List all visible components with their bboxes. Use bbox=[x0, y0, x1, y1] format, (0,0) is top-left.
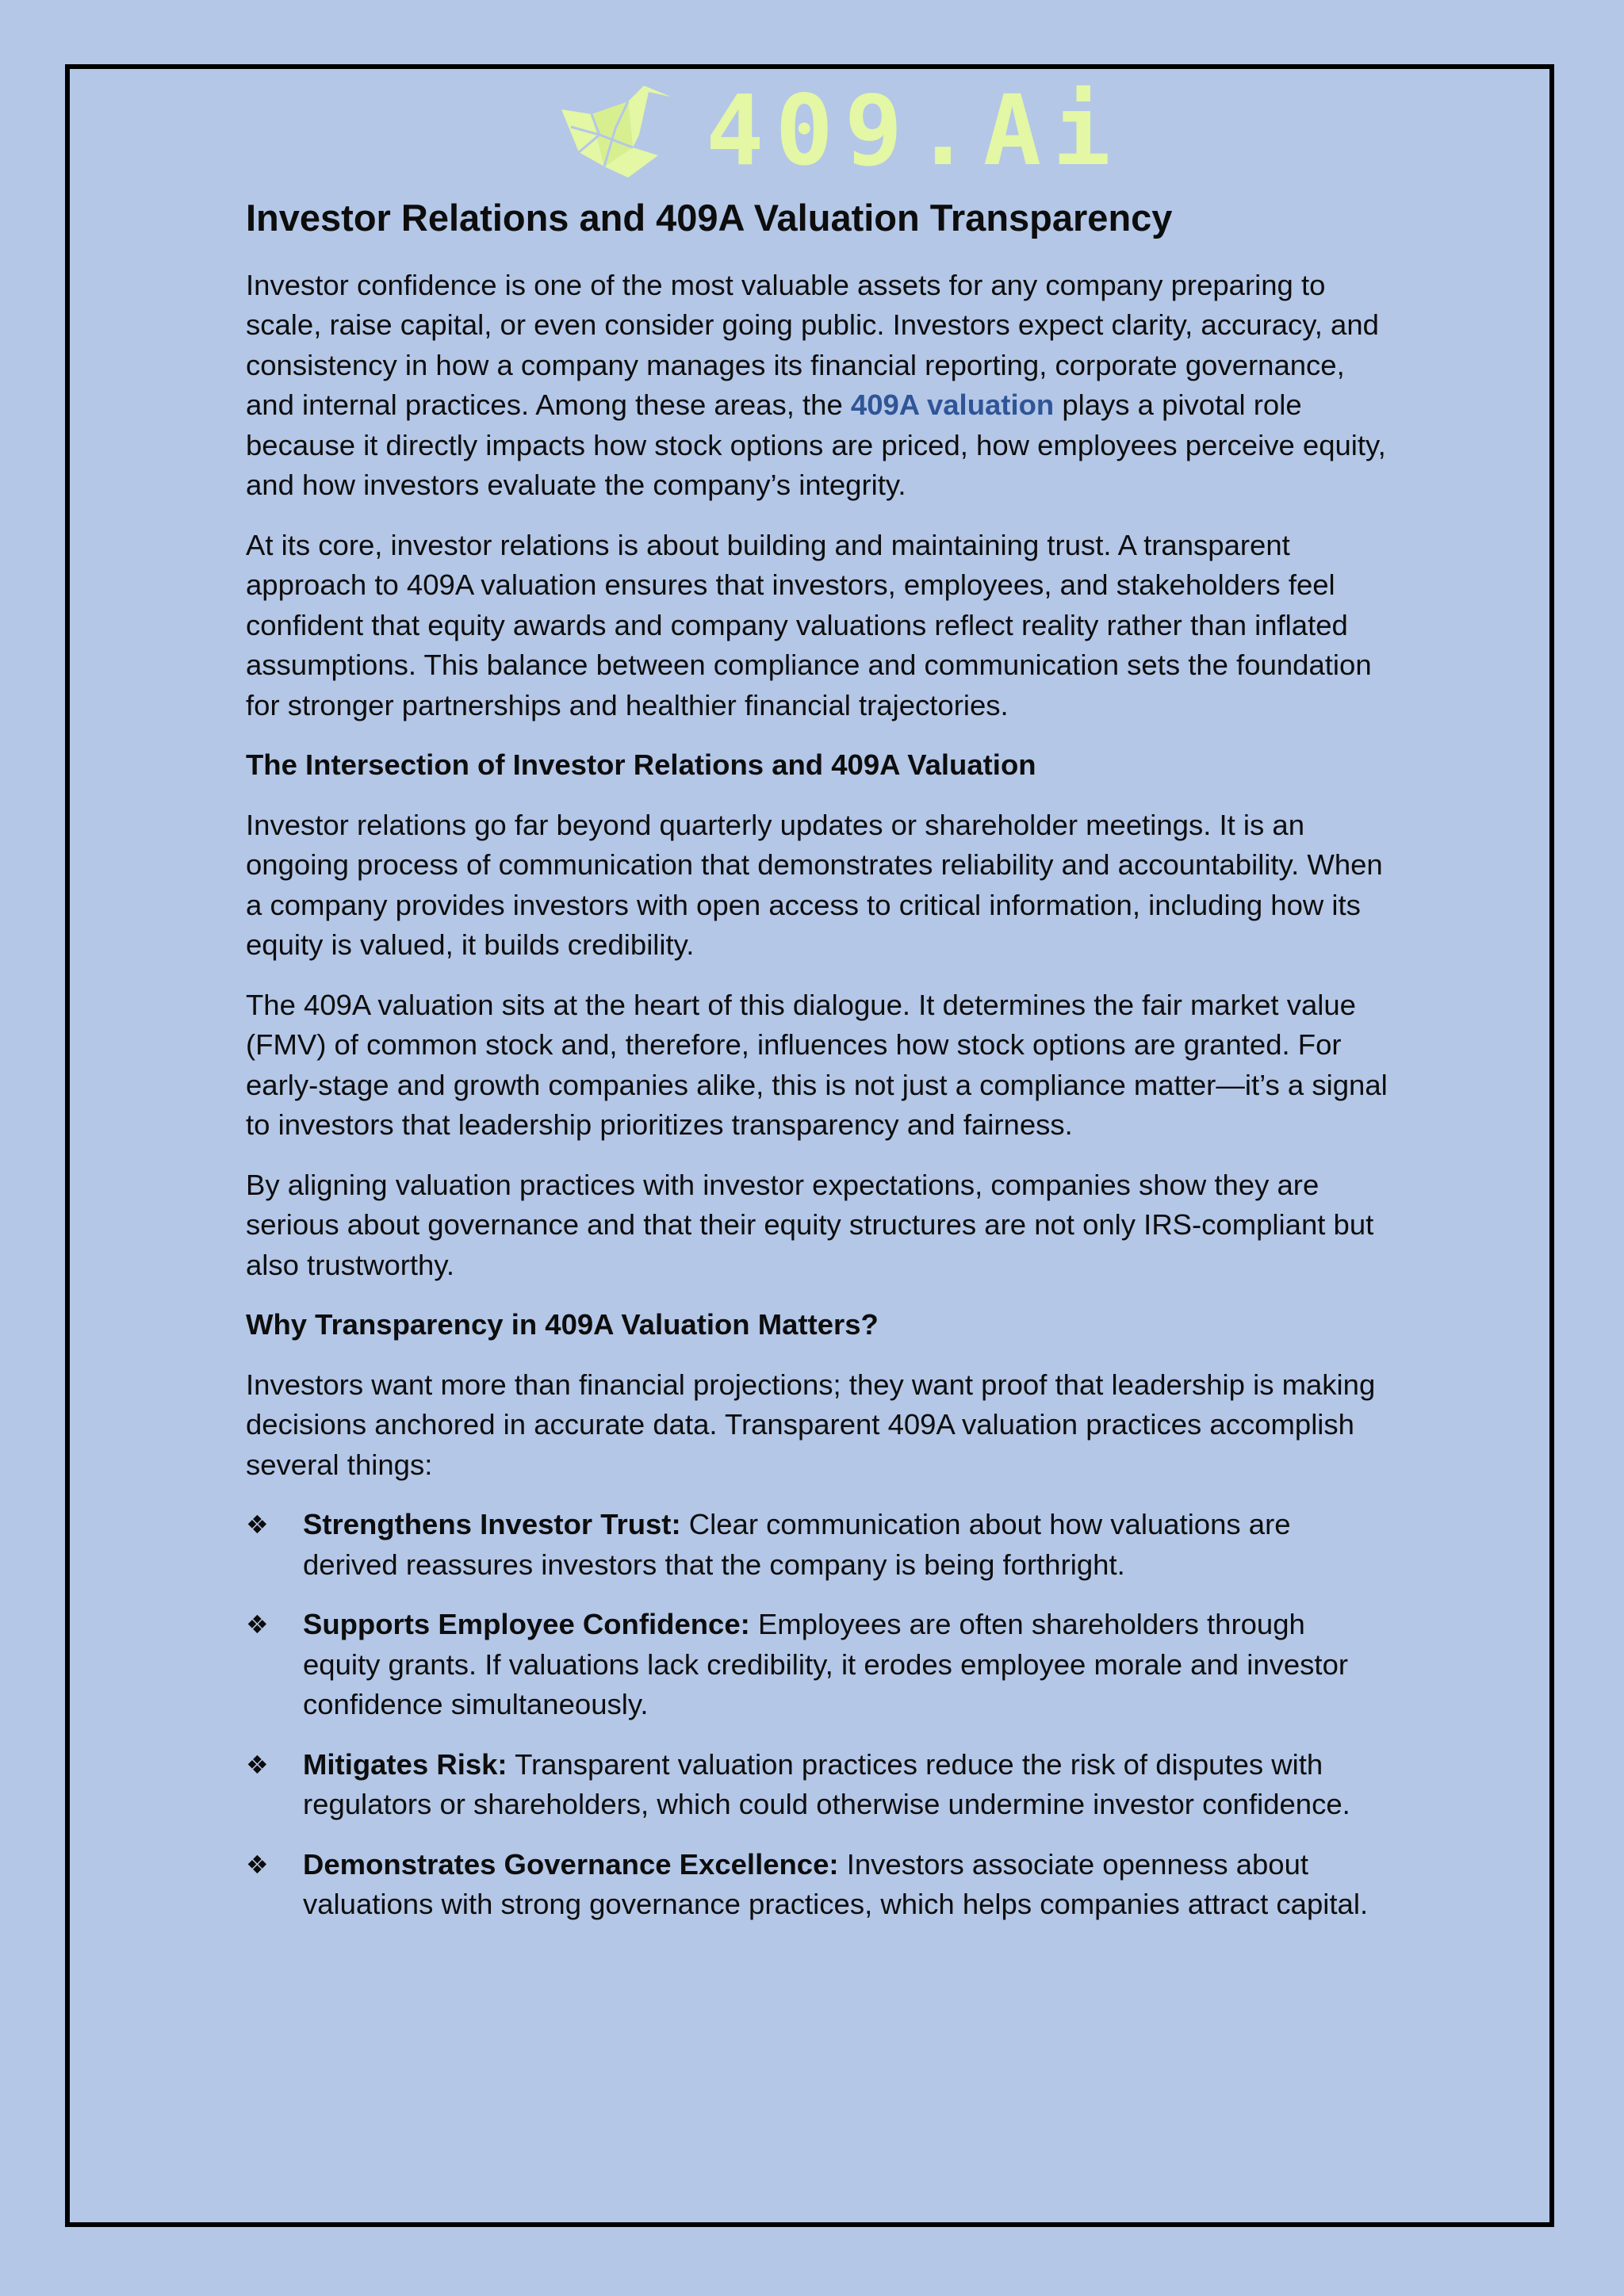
benefits-list bbox=[246, 1505, 1388, 1925]
intro-paragraph-1 bbox=[246, 266, 1388, 506]
section1-paragraph-3: By aligning valuation practices with investor expectations, companies show they are serious about governance and that their equity structures are not only IRS-compliant but also trustworthy. bbox=[246, 1168, 1374, 1281]
list-item bbox=[246, 1605, 1388, 1725]
logo-wordmark: 409.Ai bbox=[706, 75, 1122, 187]
section1-paragraph-2: The 409A valuation sits at the heart of this dialogue. It determines the fair market value (FMV) of common stock and, therefore, influences how stock options are granted. For early-stage and growth companies alike, this is not just a compliance matter—it’s a signal to investors that leadership prioritizes transparency and fairness. bbox=[246, 988, 1388, 1142]
bullet-term: Mitigates Risk: bbox=[303, 1747, 508, 1781]
document-body bbox=[246, 195, 1388, 1945]
bullet-term: Demonstrates Governance Excellence: bbox=[303, 1847, 839, 1881]
bullet-text: Clear communication about how valuations are derived reassures investors that the company is being forthright. bbox=[303, 1508, 1291, 1581]
list-item bbox=[246, 1505, 1388, 1585]
section-heading-intersection: The Intersection of Investor Relations and 409A Valuation bbox=[246, 748, 1036, 782]
bullet-text: Transparent valuation practices reduce the risk of disputes with regulators or shareholders, which could otherwise undermine investor confidence. bbox=[303, 1747, 1350, 1821]
bullet-text: Investors associate openness about valuations with strong governance practices, which helps companies attract capital. bbox=[303, 1847, 1369, 1921]
intro-text-before-link: Investor confidence is one of the most valuable assets for any company preparing to scale, raise capital, or even consider going public. Investors expect clarity, accuracy, and consistency in how a company manages its financial reporting, corporate governance, and internal practices. Among these areas, the bbox=[246, 268, 1379, 422]
section-heading-why-transparency: Why Transparency in 409A Valuation Matters? bbox=[246, 1308, 879, 1341]
section2-paragraph-1: Investors want more than financial projections; they want proof that leadership is making decisions anchored in accurate data. Transparent 409A valuation practices accomplish several things: bbox=[246, 1368, 1376, 1481]
409a-valuation-link[interactable]: 409A valuation bbox=[850, 388, 1055, 422]
document-title: Investor Relations and 409A Valuation Transparency bbox=[246, 197, 1173, 239]
diamond-bullet-icon: ❖ bbox=[246, 1849, 269, 1880]
brand-logo bbox=[555, 75, 1122, 187]
intro-paragraph-2: At its core, investor relations is about building and maintaining trust. A transparent approach to 409A valuation ensures that investors, employees, and stakeholders feel confident that equity awards and company valuations reflect reality rather than inflated assumptions. This balance between compliance and communication sets the foundation for stronger partnerships and healthier financial trajectories. bbox=[246, 528, 1372, 721]
origami-crane-icon bbox=[555, 79, 674, 182]
section1-paragraph-1: Investor relations go far beyond quarterly updates or shareholder meetings. It is an ongoing process of communication that demonstrates reliability and accountability. When a company provides investors with open access to critical information, including how its equity is valued, it builds credibility. bbox=[246, 808, 1383, 962]
bullet-term: Supports Employee Confidence: bbox=[303, 1608, 750, 1641]
diamond-bullet-icon: ❖ bbox=[246, 1609, 269, 1640]
intro-text-after-link: plays a pivotal role because it directly impacts how stock options are priced, how employees perceive equity, and how investors evaluate the company’s integrity. bbox=[246, 388, 1386, 502]
list-item bbox=[246, 1745, 1388, 1825]
list-item bbox=[246, 1845, 1388, 1925]
bullet-term: Strengthens Investor Trust: bbox=[303, 1508, 681, 1541]
bullet-text: Employees are often shareholders through equity grants. If valuations lack credibility, it erodes employee morale and investor confidence simultaneously. bbox=[303, 1608, 1349, 1721]
diamond-bullet-icon: ❖ bbox=[246, 1510, 269, 1540]
diamond-bullet-icon: ❖ bbox=[246, 1749, 269, 1780]
